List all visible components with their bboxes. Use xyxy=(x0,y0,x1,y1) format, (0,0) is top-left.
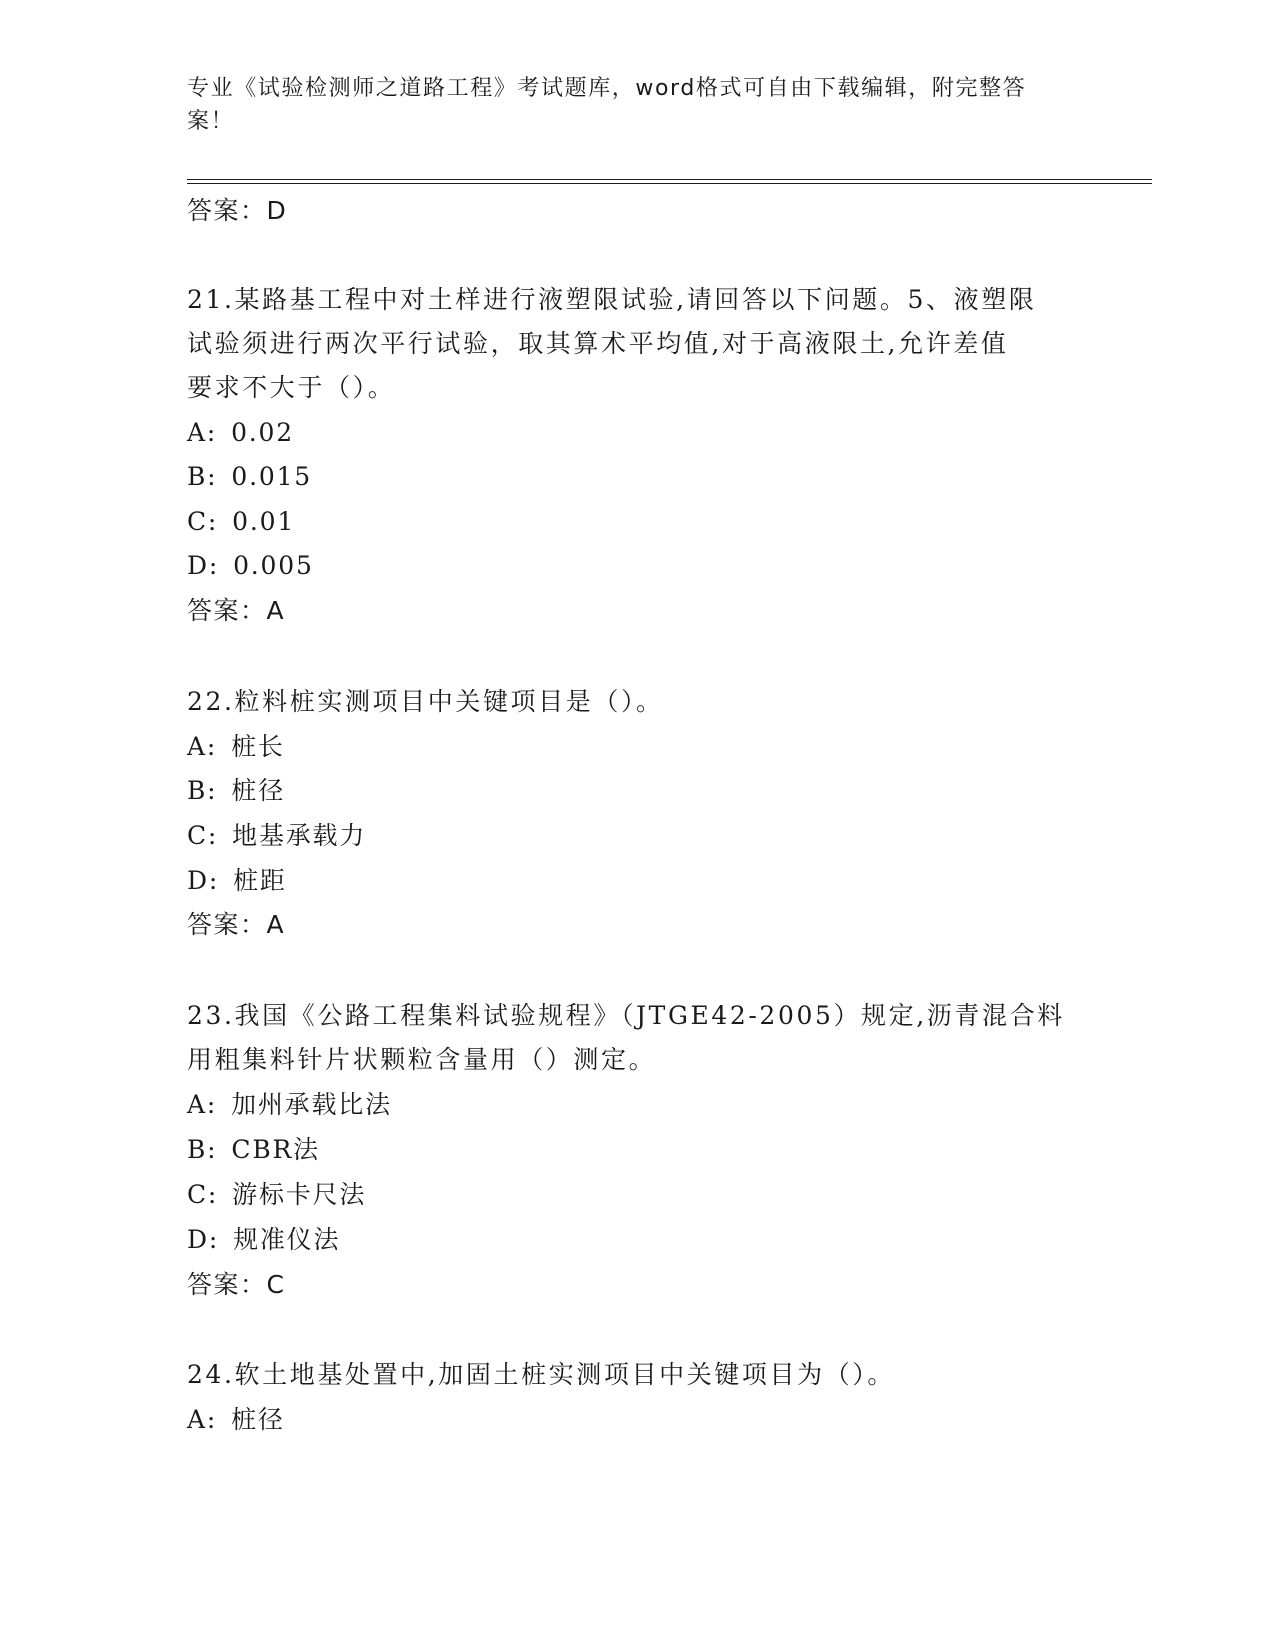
question-21-option-b xyxy=(187,462,312,492)
option-text: 0.01 xyxy=(232,507,296,536)
question-21-option-d xyxy=(187,551,314,581)
question-22-line-1: 22.粒料桩实测项目中关键项目是（）。 xyxy=(187,687,664,716)
option-text: 规准仪法 xyxy=(233,1225,341,1254)
question-23-answer: 答案：C xyxy=(187,1270,286,1299)
option-key: A: xyxy=(187,418,218,447)
option-text: 0.015 xyxy=(231,462,312,491)
question-23-option-d xyxy=(187,1225,340,1255)
option-text: 加州承载比法 xyxy=(231,1090,392,1119)
option-key: B: xyxy=(187,462,218,491)
answer-line: 答案：D xyxy=(187,196,288,225)
question-22-option-a xyxy=(187,732,285,762)
option-key: A: xyxy=(187,1090,218,1119)
question-23-option-b xyxy=(187,1135,320,1165)
question-21-line-3: 要求不大于（）。 xyxy=(187,373,396,402)
option-key: A: xyxy=(187,732,218,761)
question-24-option-a xyxy=(187,1405,285,1435)
option-key: C: xyxy=(187,507,219,536)
question-21-line-2: 试验须进行两次平行试验，取其算术平均值,对于高液限土,允许差值 xyxy=(187,329,1009,358)
question-22-answer: 答案：A xyxy=(187,910,286,939)
question-24-line-1: 24.软土地基处置中,加固土桩实测项目中关键项目为（）。 xyxy=(187,1360,896,1389)
option-text: 桩径 xyxy=(231,776,286,805)
option-key: D: xyxy=(187,1225,220,1254)
question-21-line-1: 21.某路基工程中对土样进行液塑限试验,请回答以下问题。5、液塑限 xyxy=(187,285,1037,314)
option-key: D: xyxy=(187,551,220,580)
option-key: B: xyxy=(187,1135,218,1164)
question-21-answer: 答案：A xyxy=(187,596,286,625)
option-text: 游标卡尺法 xyxy=(232,1180,367,1209)
question-23-line-2: 用粗集料针片状颗粒含量用（）测定。 xyxy=(187,1045,657,1074)
question-23-option-c xyxy=(187,1180,366,1210)
option-text: 0.005 xyxy=(233,551,314,580)
option-text: 桩距 xyxy=(233,866,287,895)
option-key: B: xyxy=(187,776,218,805)
question-22-option-d xyxy=(187,866,287,896)
question-22-option-c xyxy=(187,821,366,851)
option-text: 地基承载力 xyxy=(232,821,367,850)
option-key: A: xyxy=(187,1405,218,1434)
option-text: CBR法 xyxy=(231,1135,320,1164)
header-divider-bottom xyxy=(187,183,1152,184)
option-key: C: xyxy=(187,1180,219,1209)
question-23-line-1: 23.我国《公路工程集料试验规程》（JTGE42-2005）规定,沥青混合料 xyxy=(187,1001,1065,1030)
question-22-option-b xyxy=(187,776,285,806)
question-21-option-a xyxy=(187,418,294,448)
option-key: C: xyxy=(187,821,219,850)
question-21-option-c xyxy=(187,507,295,537)
option-key: D: xyxy=(187,866,220,895)
option-text: 桩径 xyxy=(231,1405,285,1434)
question-23-option-a xyxy=(187,1090,392,1120)
document-header: 专业《试验检测师之道路工程》考试题库，word格式可自由下载编辑，附完整答案！ xyxy=(187,76,1027,134)
option-text: 桩长 xyxy=(231,732,285,761)
option-text: 0.02 xyxy=(231,418,294,447)
header-divider-top xyxy=(187,179,1152,180)
